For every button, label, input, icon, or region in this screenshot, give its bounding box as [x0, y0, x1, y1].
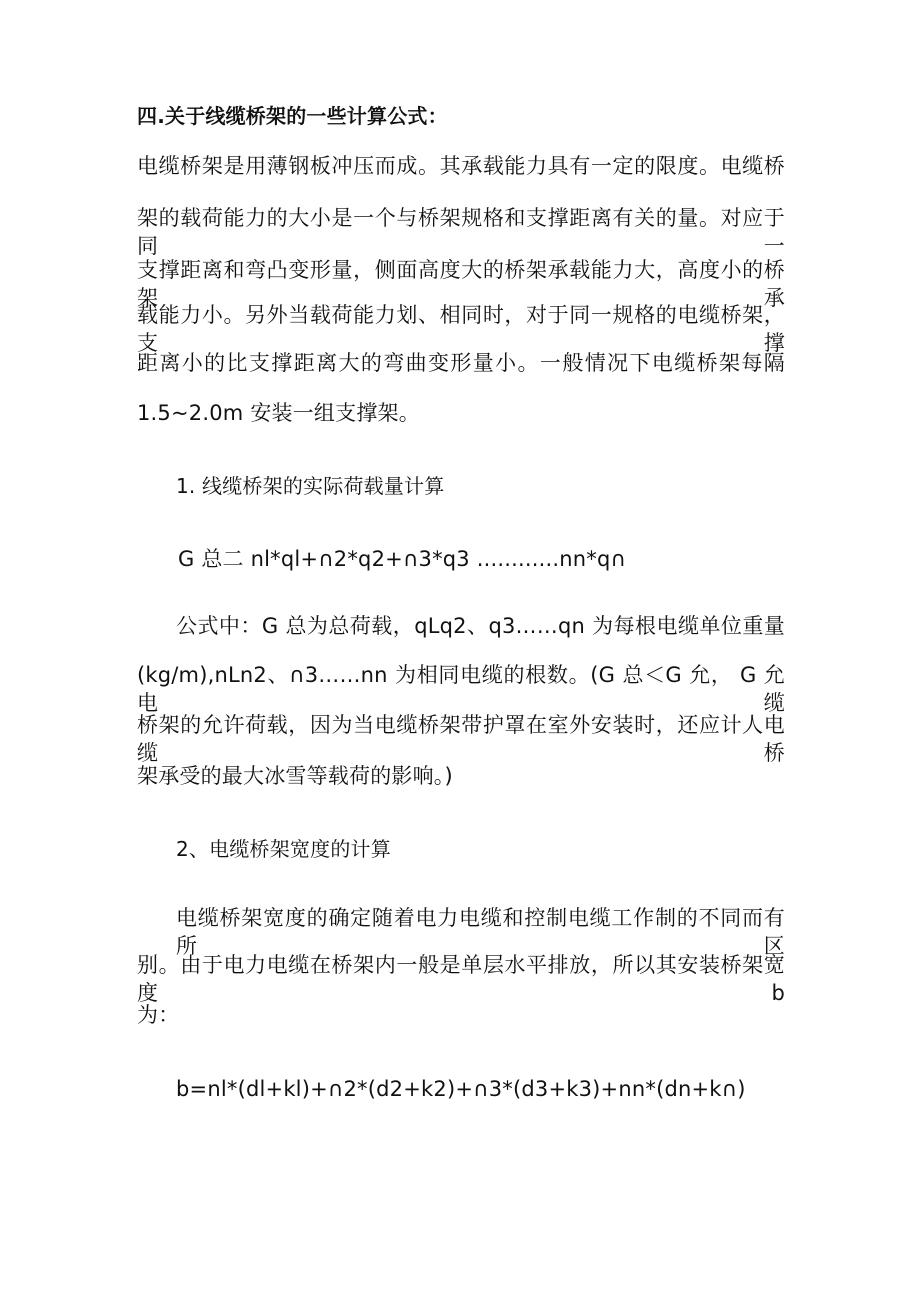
width-line-2: 别。由于电力电缆在桥架内一般是单层水平排放，所以其安装桥架宽度 b	[137, 953, 785, 1005]
width-line-1: 电缆桥架宽度的确定随着电力电缆和控制电缆工作制的不同而有所区	[176, 906, 785, 958]
explanation-line-4: 架承受的最大冰雪等载荷的影响。)	[137, 764, 453, 788]
intro-line-6: 1.5~2.0m 安装一组支撑架。	[137, 401, 420, 425]
formula-total-load: G 总二 nl*ql+∩2*q2+∩3*q3 ............nn*q∩	[178, 547, 627, 571]
section-heading: 四.关于线缆桥架的一些计算公式：	[137, 104, 448, 128]
intro-line-2: 架的载荷能力的大小是一个与桥架规格和支撑距离有关的量。对应于同一	[137, 206, 785, 258]
explanation-line-2: (kg/m),nLn2、∩3……nn 为相同电缆的根数。(G 总＜G 允， G 允电缆	[137, 663, 785, 715]
intro-line-4: 载能力小。另外当载荷能力划、相同时，对于同一规格的电缆桥架，支撑	[137, 303, 785, 355]
intro-line-5: 距离小的比支撑距离大的弯曲变形量小。一般情况下电缆桥架每隔	[137, 351, 785, 375]
width-line-3: 为：	[137, 1003, 180, 1027]
intro-line-1: 电缆桥架是用薄钢板冲压而成。其承载能力具有一定的限度。电缆桥	[137, 154, 785, 178]
explanation-line-3: 桥架的允许荷载，因为当电缆桥架带护罩在室外安装时，还应计人电缆桥	[137, 713, 785, 765]
section-2-title: 2、电缆桥架宽度的计算	[176, 837, 391, 861]
intro-line-3: 支撑距离和弯凸变形量，侧面高度大的桥架承载能力大，高度小的桥架承	[137, 258, 785, 310]
explanation-line-1: 公式中：G 总为总荷载，qLq2、q3……qn 为每根电缆单位重量	[176, 614, 785, 638]
section-1-title: 1. 线缆桥架的实际荷载量计算	[176, 474, 445, 498]
formula-tray-width: b=nl*(dl+kl)+∩2*(d2+k2)+∩3*(d3+k3)+nn*(dn+k∩)	[176, 1077, 746, 1101]
